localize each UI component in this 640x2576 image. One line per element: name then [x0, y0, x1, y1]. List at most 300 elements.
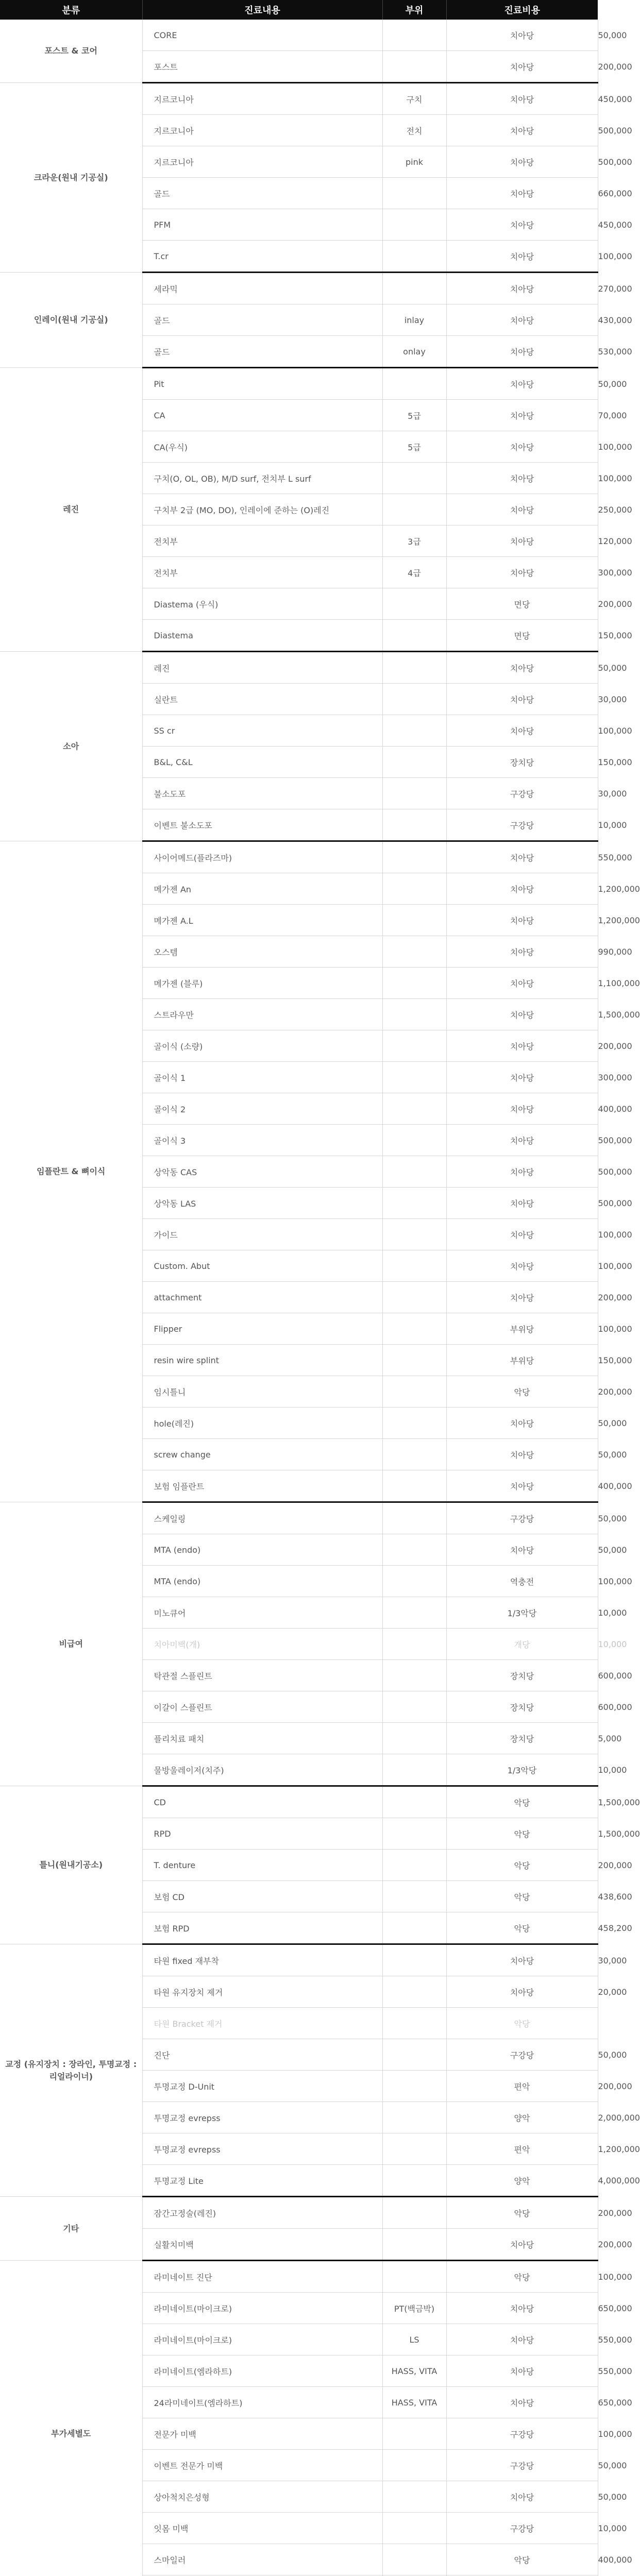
table-row: RPD 악당 1,500,000: [0, 1818, 598, 1850]
sub-cell: [382, 1030, 446, 1062]
sub-cell: [382, 1629, 446, 1660]
unit-cell: 치아당: [446, 999, 598, 1030]
sub-cell: [382, 1976, 446, 2008]
sub-cell: [382, 905, 446, 936]
item-cell: 지르코니아: [142, 83, 382, 115]
sub-cell: [382, 2418, 446, 2450]
sub-cell: [382, 2513, 446, 2544]
table-row: 미노큐어 1/3악당 10,000: [0, 1597, 598, 1629]
category-cell: 크라운(원내 기공실): [0, 83, 142, 273]
item-cell: MTA (endo): [142, 1566, 382, 1597]
item-cell: PFM: [142, 209, 382, 241]
unit-cell: 치아당: [446, 304, 598, 336]
header-fee: 진료비용: [446, 0, 598, 20]
sub-cell: [382, 652, 446, 684]
sub-cell: [382, 1439, 446, 1470]
unit-cell: 치아당: [446, 841, 598, 873]
item-cell: 보험 CD: [142, 1881, 382, 1912]
table-row: 포스트 & 코어 CORE 치아당 50,000: [0, 20, 598, 51]
sub-cell: [382, 1723, 446, 1754]
unit-cell: 치아당: [446, 1156, 598, 1188]
unit-cell: 장치당: [446, 1691, 598, 1723]
table-row: 지르코니아 pink 치아당 500,000: [0, 146, 598, 178]
unit-cell: 악당: [446, 2197, 598, 2229]
table-row: 골이식 2 치아당 400,000: [0, 1093, 598, 1125]
sub-cell: 전치: [382, 115, 446, 146]
category-cell: 소아: [0, 652, 142, 841]
item-cell: 잠간고정술(레진): [142, 2197, 382, 2229]
item-cell: attachment: [142, 1282, 382, 1313]
unit-cell: 치아당: [446, 336, 598, 368]
unit-cell: 치아당: [446, 83, 598, 115]
table-row: 투명교정 evrepss 편악 1,200,000: [0, 2133, 598, 2165]
unit-cell: 악당: [446, 2544, 598, 2575]
table-row: 투명교정 D-Unit 편악 200,000: [0, 2071, 598, 2102]
item-cell: 타원 fixed 재부착: [142, 1944, 382, 1976]
sub-cell: PT(백금박): [382, 2293, 446, 2324]
item-cell: 이벤트 전문가 미백: [142, 2450, 382, 2481]
sub-cell: [382, 2008, 446, 2039]
item-cell: Diastema (우식): [142, 588, 382, 620]
table-row: 실활치미백 치아당 200,000: [0, 2229, 598, 2261]
unit-cell: 악당: [446, 1912, 598, 1944]
table-row: 스트라우만 치아당 1,500,000: [0, 999, 598, 1030]
unit-cell: 장치당: [446, 1660, 598, 1691]
item-cell: screw change: [142, 1439, 382, 1470]
item-cell: 라미네이트(엠라하트): [142, 2355, 382, 2387]
item-cell: 잇몸 미백: [142, 2513, 382, 2544]
item-cell: RPD: [142, 1818, 382, 1850]
item-cell: T.cr: [142, 241, 382, 273]
sub-cell: [382, 209, 446, 241]
unit-cell: 구강당: [446, 2450, 598, 2481]
item-cell: 스트라우만: [142, 999, 382, 1030]
item-cell: 메가젠 A.L: [142, 905, 382, 936]
unit-cell: 치아당: [446, 20, 598, 51]
item-cell: 타원 Bracket 제거: [142, 2008, 382, 2039]
unit-cell: 악당: [446, 1376, 598, 1408]
unit-cell: 치아당: [446, 684, 598, 715]
item-cell: MTA (endo): [142, 1534, 382, 1566]
item-cell: 메가젠 (블루): [142, 968, 382, 999]
table-row: 크라운(원내 기공실) 지르코니아 구치 치아당 450,000: [0, 83, 598, 115]
sub-cell: 4급: [382, 557, 446, 588]
sub-cell: [382, 747, 446, 778]
table-row: 지르코니아 전치 치아당 500,000: [0, 115, 598, 146]
table-row: 틀니(원내기공소) CD 악당 1,500,000: [0, 1786, 598, 1818]
unit-cell: 치아당: [446, 463, 598, 494]
sub-cell: [382, 1093, 446, 1125]
table-row: 진단 구강당 50,000: [0, 2039, 598, 2071]
table-row: 상아척치은성형 치아당 50,000: [0, 2481, 598, 2513]
sub-cell: [382, 588, 446, 620]
unit-cell: 양악: [446, 2102, 598, 2133]
table-row: 전치부 4급 치아당 300,000: [0, 557, 598, 588]
category-cell: 교정 (유지장치 : 장라인, 투명교정 : 리얼라이너): [0, 1944, 142, 2197]
sub-cell: [382, 1188, 446, 1219]
table-row: T.cr 치아당 100,000: [0, 241, 598, 273]
item-cell: 보험 RPD: [142, 1912, 382, 1944]
sub-cell: [382, 1502, 446, 1534]
sub-cell: [382, 1754, 446, 1786]
sub-cell: [382, 1219, 446, 1250]
sub-cell: 구치: [382, 83, 446, 115]
category-cell: 레진: [0, 368, 142, 652]
sub-cell: [382, 2229, 446, 2261]
table-row: 구치부 2급 (MO, DO), 인레이에 준하는 (O)레진 치아당 250,000: [0, 494, 598, 526]
unit-cell: 치아당: [446, 2324, 598, 2355]
item-cell: B&L, C&L: [142, 747, 382, 778]
item-cell: 라미네이트(마이크로): [142, 2324, 382, 2355]
unit-cell: 치아당: [446, 526, 598, 557]
item-cell: 상아척치은성형: [142, 2481, 382, 2513]
unit-cell: 개당: [446, 1629, 598, 1660]
sub-cell: [382, 2165, 446, 2197]
item-cell: 임시틀니: [142, 1376, 382, 1408]
header-part: 부위: [382, 0, 446, 20]
unit-cell: 치아당: [446, 1125, 598, 1156]
unit-cell: 치아당: [446, 1219, 598, 1250]
table-row: 골이식 1 치아당 300,000: [0, 1062, 598, 1093]
table-row: 상악동 CAS 치아당 500,000: [0, 1156, 598, 1188]
unit-cell: 면당: [446, 620, 598, 652]
table-row: resin wire splint 부위당 150,000: [0, 1345, 598, 1376]
unit-cell: 치아당: [446, 1944, 598, 1976]
sub-cell: [382, 1470, 446, 1502]
unit-cell: 치아당: [446, 2481, 598, 2513]
unit-cell: 치아당: [446, 1439, 598, 1470]
item-cell: 골이식 2: [142, 1093, 382, 1125]
unit-cell: 치아당: [446, 715, 598, 747]
item-cell: 실란트: [142, 684, 382, 715]
item-cell: 투명교정 evrepss: [142, 2133, 382, 2165]
sub-cell: [382, 368, 446, 400]
table-row: 투명교정 evrepss 양악 2,000,000: [0, 2102, 598, 2133]
item-cell: 치아미백(개): [142, 1629, 382, 1660]
item-cell: 상악동 LAS: [142, 1188, 382, 1219]
sub-cell: [382, 1881, 446, 1912]
sub-cell: [382, 2071, 446, 2102]
table-row: MTA (endo) 치아당 50,000: [0, 1534, 598, 1566]
table-row: 골드 inlay 치아당 430,000: [0, 304, 598, 336]
table-row: 타원 유지장치 제거 치아당 20,000: [0, 1976, 598, 2008]
sub-cell: [382, 684, 446, 715]
item-cell: 오스템: [142, 936, 382, 968]
unit-cell: 치아당: [446, 1030, 598, 1062]
category-cell: 임플란트 & 뼈이식: [0, 841, 142, 1502]
unit-cell: 치아당: [446, 146, 598, 178]
unit-cell: 치아당: [446, 115, 598, 146]
table-row: 이벤트 전문가 미백 구강당 50,000: [0, 2450, 598, 2481]
sub-cell: [382, 778, 446, 809]
table-row: 가이드 치아당 100,000: [0, 1219, 598, 1250]
unit-cell: 치아당: [446, 2387, 598, 2418]
table-row: 인레이(원내 기공실) 세라믹 치아당 270,000: [0, 273, 598, 304]
table-row: 메가젠 (블루) 치아당 1,100,000: [0, 968, 598, 999]
unit-cell: 면당: [446, 588, 598, 620]
table-row: 이갈이 스플린트 장치당 600,000: [0, 1691, 598, 1723]
sub-cell: LS: [382, 2324, 446, 2355]
unit-cell: 양악: [446, 2165, 598, 2197]
item-cell: 골이식 (소량): [142, 1030, 382, 1062]
unit-cell: 치아당: [446, 178, 598, 209]
category-cell: 부가세별도: [0, 2261, 142, 2576]
item-cell: 구치부 2급 (MO, DO), 인레이에 준하는 (O)레진: [142, 494, 382, 526]
sub-cell: [382, 2544, 446, 2575]
table-row: MTA (endo) 역충전 100,000: [0, 1566, 598, 1597]
item-cell: 메가젠 An: [142, 873, 382, 905]
sub-cell: [382, 2039, 446, 2071]
item-cell: 물방울레이저(치주): [142, 1754, 382, 1786]
unit-cell: 치아당: [446, 557, 598, 588]
sub-cell: [382, 1345, 446, 1376]
table-row: Custom. Abut 치아당 100,000: [0, 1250, 598, 1282]
sub-cell: [382, 1566, 446, 1597]
item-cell: 구치(O, OL, OB), M/D surf, 전치부 L surf: [142, 463, 382, 494]
item-cell: 불소도포: [142, 778, 382, 809]
fee-body: [0, 20, 640, 2576]
table-row: 골드 치아당 660,000: [0, 178, 598, 209]
table-row: 소아 레진 치아당 50,000: [0, 652, 598, 684]
item-cell: 진단: [142, 2039, 382, 2071]
unit-cell: 치아당: [446, 1534, 598, 1566]
sub-cell: HASS, VITA: [382, 2355, 446, 2387]
category-cell: 포스트 & 코어: [0, 20, 142, 83]
unit-cell: 1/3악당: [446, 1754, 598, 1786]
table-row: Diastema 면당 150,000: [0, 620, 598, 652]
table-row: 구치(O, OL, OB), M/D surf, 전치부 L surf 치아당 100,000: [0, 463, 598, 494]
item-cell: 스케일링: [142, 1502, 382, 1534]
unit-cell: 장치당: [446, 747, 598, 778]
table-row: PFM 치아당 450,000: [0, 209, 598, 241]
sub-cell: [382, 809, 446, 841]
sub-cell: [382, 241, 446, 273]
unit-cell: 치아당: [446, 51, 598, 83]
sub-cell: [382, 178, 446, 209]
item-cell: 투명교정 evrepss: [142, 2102, 382, 2133]
unit-cell: 장치당: [446, 1723, 598, 1754]
unit-cell: 치아당: [446, 241, 598, 273]
item-cell: 타원 유지장치 제거: [142, 1976, 382, 2008]
table-row: 잇몸 미백 구강당 10,000: [0, 2513, 598, 2544]
item-cell: 골드: [142, 336, 382, 368]
table-row: 물방울레이저(치주) 1/3악당 10,000: [0, 1754, 598, 1786]
unit-cell: 치아당: [446, 905, 598, 936]
unit-cell: 치아당: [446, 936, 598, 968]
sub-cell: [382, 1282, 446, 1313]
table-row: 24라미네이트(엠라하트) HASS, VITA 치아당 650,000: [0, 2387, 598, 2418]
sub-cell: 5급: [382, 400, 446, 431]
category-cell: 비급여: [0, 1502, 142, 1786]
item-cell: 전치부: [142, 526, 382, 557]
header-category: 분류: [0, 0, 142, 20]
table-header: [0, 0, 598, 20]
item-cell: hole(레진): [142, 1408, 382, 1439]
table-row: 기타 잠간고정술(레진) 악당 200,000: [0, 2197, 598, 2229]
item-cell: 24라미네이트(엠라하트): [142, 2387, 382, 2418]
table-row: 골이식 3 치아당 500,000: [0, 1125, 598, 1156]
unit-cell: 구강당: [446, 778, 598, 809]
item-cell: 골이식 3: [142, 1125, 382, 1156]
unit-cell: 구강당: [446, 1502, 598, 1534]
category-cell: 기타: [0, 2197, 142, 2261]
table-row: B&L, C&L 장치당 150,000: [0, 747, 598, 778]
table-row: 라미네이트(마이크로) PT(백금박) 치아당 650,000: [0, 2293, 598, 2324]
table-row: 전치부 3급 치아당 120,000: [0, 526, 598, 557]
unit-cell: 치아당: [446, 1976, 598, 2008]
table-row: 골이식 (소량) 치아당 200,000: [0, 1030, 598, 1062]
unit-cell: 치아당: [446, 1250, 598, 1282]
sub-cell: [382, 1944, 446, 1976]
table-row: 레진 Pit 치아당 50,000: [0, 368, 598, 400]
unit-cell: 구강당: [446, 2418, 598, 2450]
item-cell: 레진: [142, 652, 382, 684]
unit-cell: 치아당: [446, 2293, 598, 2324]
item-cell: 가이드: [142, 1219, 382, 1250]
unit-cell: 치아당: [446, 1282, 598, 1313]
table-row: 교정 (유지장치 : 장라인, 투명교정 : 리얼라이너) 타원 fixed 재부착 치아당 30,000: [0, 1944, 598, 1976]
item-cell: 보험 임플란트: [142, 1470, 382, 1502]
unit-cell: 치아당: [446, 873, 598, 905]
sub-cell: [382, 1912, 446, 1944]
unit-cell: 악당: [446, 2261, 598, 2293]
unit-cell: 치아당: [446, 968, 598, 999]
table-row: 상악동 LAS 치아당 500,000: [0, 1188, 598, 1219]
table-row: 보험 CD 악당 438,600: [0, 1881, 598, 1912]
item-cell: SS cr: [142, 715, 382, 747]
table-row: 투명교정 Lite 양악 4,000,000: [0, 2165, 598, 2197]
sub-cell: [382, 620, 446, 652]
table-row: T. denture 악당 200,000: [0, 1850, 598, 1881]
table-row: 라미네이트(마이크로) LS 치아당 550,000: [0, 2324, 598, 2355]
table-row: 플리치료 패치 장치당 5,000: [0, 1723, 598, 1754]
sub-cell: [382, 1534, 446, 1566]
item-cell: CA: [142, 400, 382, 431]
sub-cell: [382, 1408, 446, 1439]
sub-cell: [382, 968, 446, 999]
table-row: 스마일러 악당 400,000: [0, 2544, 598, 2575]
item-cell: 탁관절 스플린트: [142, 1660, 382, 1691]
table-row: CA(우식) 5급 치아당 100,000: [0, 431, 598, 463]
table-row: 이벤트 불소도포 구강당 10,000: [0, 809, 598, 841]
sub-cell: [382, 1376, 446, 1408]
unit-cell: 1/3악당: [446, 1597, 598, 1629]
item-cell: 스마일러: [142, 2544, 382, 2575]
unit-cell: 치아당: [446, 1093, 598, 1125]
sub-cell: [382, 2481, 446, 2513]
unit-cell: 악당: [446, 2008, 598, 2039]
unit-cell: 악당: [446, 1818, 598, 1850]
unit-cell: 부위당: [446, 1313, 598, 1345]
item-cell: 사이어메드(플라즈마): [142, 841, 382, 873]
table-row: 실란트 치아당 30,000: [0, 684, 598, 715]
table-row: 오스템 치아당 990,000: [0, 936, 598, 968]
sub-cell: [382, 2197, 446, 2229]
sub-cell: HASS, VITA: [382, 2387, 446, 2418]
unit-cell: 치아당: [446, 2229, 598, 2261]
item-cell: 세라믹: [142, 273, 382, 304]
unit-cell: 치아당: [446, 494, 598, 526]
item-cell: 포스트: [142, 51, 382, 83]
item-cell: 전치부: [142, 557, 382, 588]
item-cell: 상악동 CAS: [142, 1156, 382, 1188]
sub-cell: [382, 1597, 446, 1629]
sub-cell: pink: [382, 146, 446, 178]
item-cell: 골드: [142, 178, 382, 209]
sub-cell: [382, 1850, 446, 1881]
item-cell: Custom. Abut: [142, 1250, 382, 1282]
unit-cell: 치아당: [446, 1188, 598, 1219]
header-treatment: 진료내용: [142, 0, 382, 20]
sub-cell: inlay: [382, 304, 446, 336]
sub-cell: 5급: [382, 431, 446, 463]
item-cell: 라미네이트 진단: [142, 2261, 382, 2293]
table-row: 비급여 스케일링 구강당 50,000: [0, 1502, 598, 1534]
table-row: SS cr 치아당 100,000: [0, 715, 598, 747]
item-cell: 실활치미백: [142, 2229, 382, 2261]
item-cell: 골드: [142, 304, 382, 336]
table-row: hole(레진) 치아당 50,000: [0, 1408, 598, 1439]
item-cell: CORE: [142, 20, 382, 51]
sub-cell: [382, 1691, 446, 1723]
item-cell: Flipper: [142, 1313, 382, 1345]
table-row: 포스트 치아당 200,000: [0, 51, 598, 83]
unit-cell: 구강당: [446, 2513, 598, 2544]
sub-cell: [382, 494, 446, 526]
item-cell: 이갈이 스플린트: [142, 1691, 382, 1723]
sub-cell: [382, 1313, 446, 1345]
unit-cell: 치아당: [446, 368, 598, 400]
sub-cell: [382, 2133, 446, 2165]
unit-cell: 치아당: [446, 652, 598, 684]
unit-cell: 구강당: [446, 2039, 598, 2071]
unit-cell: 악당: [446, 1850, 598, 1881]
sub-cell: [382, 873, 446, 905]
sub-cell: [382, 1818, 446, 1850]
sub-cell: [382, 936, 446, 968]
sub-cell: [382, 51, 446, 83]
sub-cell: [382, 715, 446, 747]
unit-cell: 편악: [446, 2071, 598, 2102]
item-cell: 투명교정 Lite: [142, 2165, 382, 2197]
unit-cell: 편악: [446, 2133, 598, 2165]
table-row: Flipper 부위당 100,000: [0, 1313, 598, 1345]
sub-cell: [382, 463, 446, 494]
table-row: 메가젠 A.L 치아당 1,200,000: [0, 905, 598, 936]
table-row: 치아미백(개) 개당 10,000: [0, 1629, 598, 1660]
table-row: 탁관절 스플린트 장치당 600,000: [0, 1660, 598, 1691]
item-cell: 전문가 미백: [142, 2418, 382, 2450]
sub-cell: [382, 2450, 446, 2481]
unit-cell: 치아당: [446, 1470, 598, 1502]
unit-cell: 역충전: [446, 1566, 598, 1597]
item-cell: 골이식 1: [142, 1062, 382, 1093]
unit-cell: 치아당: [446, 431, 598, 463]
table-row: 골드 onlay 치아당 530,000: [0, 336, 598, 368]
unit-cell: 악당: [446, 1786, 598, 1818]
table-row: 부가세별도 라미네이트 진단 악당 100,000: [0, 2261, 598, 2293]
item-cell: resin wire splint: [142, 1345, 382, 1376]
item-cell: 이벤트 불소도포: [142, 809, 382, 841]
table-row: 임시틀니 악당 200,000: [0, 1376, 598, 1408]
unit-cell: 치아당: [446, 400, 598, 431]
unit-cell: 부위당: [446, 1345, 598, 1376]
unit-cell: 치아당: [446, 209, 598, 241]
table-row: 전문가 미백 구강당 100,000: [0, 2418, 598, 2450]
unit-cell: 치아당: [446, 1062, 598, 1093]
sub-cell: [382, 20, 446, 51]
table-row: Diastema (우식) 면당 200,000: [0, 588, 598, 620]
